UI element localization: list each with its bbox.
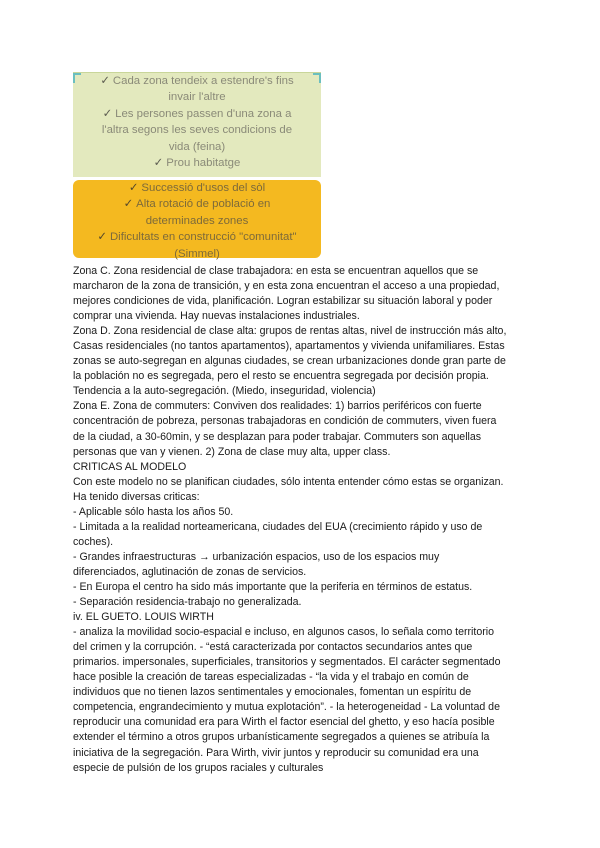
figure-line-text: Cada zona tendeix a estendre's fins: [112, 75, 294, 87]
text-line: - En Europa el centro ha sido más importante que la periferia en términos de estatus.: [73, 580, 473, 593]
text-line: comprar una vivienda. Hay nuevas instalaciones industriales.: [73, 310, 360, 323]
checkmark-icon: ✓: [123, 198, 134, 211]
summary-box-orange-lines: [79, 180, 315, 262]
figure-line: [79, 106, 315, 122]
text-line: extender el término a otros grupos urbanísticamente segregados a quienes se atribuía la: [73, 731, 490, 744]
text-line: mejores condiciones de vida, planificación. Logran estabilizar su situación laboral y poder: [73, 295, 493, 308]
text-line: Ha tenido diversas criticas:: [73, 490, 200, 503]
figure-line: [79, 73, 315, 89]
text-line: - Separación residencia-trabajo no generalizada.: [73, 596, 302, 609]
text-line: Tendencia a la auto-segregación. (Miedo, inseguridad, violencia): [73, 385, 376, 398]
text-line: individuos que no tienen lazos sentimentales y emocionales, fomentan un espíritu de: [73, 686, 472, 699]
figure-line: [79, 89, 315, 105]
text-line: Con este modelo no se planifican ciudades, sólo intenta entender cómo estas se organizan.: [73, 475, 504, 488]
text-line: concentración de pobreza, personas trabajadoras en condición de commuters, viven fuera: [73, 415, 497, 428]
text-line: zonas se auto-segregan en algunas ciudades, se crean urbanizaciones donde gran parte de: [73, 355, 506, 368]
text-line: - Aplicable sólo hasta los años 50.: [73, 505, 234, 518]
text-line: Zona E. Zona de commuters: Conviven dos realidades: 1) barrios periféricos con fuerte: [73, 400, 482, 413]
text-line: hace posible la creación de tareas especializadas - “la vida y el trabajo en común de: [73, 671, 469, 684]
figure-line-text: (Simmel): [174, 247, 220, 260]
figure-line-text: determinades zones: [145, 214, 249, 227]
text-line: marcharon de la zona de transición, y en esta zona encuentran el acceso a una propiedad,: [73, 280, 500, 293]
figure-line: [79, 246, 315, 262]
text-line: Zona D. Zona residencial de clase alta: grupos de rentas altas, nivel de instrucción más alto,: [73, 325, 507, 338]
figure-line-text: vida (feina): [168, 140, 226, 153]
text-line: - Grandes infraestructuras → urbanización espacios, uso de los espacios muy: [73, 550, 440, 563]
figure-line-text: Successió d'usos del sòl: [141, 182, 266, 194]
figure-line-text: l'altra segons les seves condicions de: [101, 124, 293, 137]
text-line: iv. EL GUETO. LOUIS WIRTH: [73, 611, 214, 624]
zone-summary-figure: [73, 72, 321, 258]
checkmark-icon: ✓: [153, 157, 164, 170]
text-line: - Limitada a la realidad norteamericana, ciudades del EUA (crecimiento rápido y uso de: [73, 520, 483, 533]
checkmark-icon: ✓: [102, 107, 113, 120]
text-line: primarios. impersonales, superficiales, transitorios y segmentados. El carácter segmentado: [73, 656, 501, 669]
figure-line: [79, 229, 315, 245]
figure-line-text: invair l'altre: [168, 91, 226, 104]
checkmark-icon: ✓: [97, 231, 107, 244]
figure-line: [79, 155, 315, 171]
checkmark-icon: ✓: [100, 75, 110, 87]
text-line: diferenciados, aglutinación de zonas de servicios.: [73, 565, 307, 578]
text-line: competencia, engrandecimiento y mutua explotación”. - la heterogeneidad - La voluntad de: [73, 701, 500, 714]
text-line: - analiza la movilidad socio-espacial e incluso, en algunos casos, lo señala como territorio: [73, 626, 495, 639]
figure-line: [79, 122, 315, 138]
summary-box-orange: [73, 180, 321, 258]
document-body: [73, 264, 533, 776]
summary-box-green-lines: [79, 73, 315, 171]
text-line: Zona C. Zona residencial de clase trabajadora: en esta se encuentran aquellos que se: [73, 265, 479, 277]
figure-line-text: Dificultats en construcció "comunitat": [109, 231, 297, 244]
figure-line-text: Prou habitatge: [166, 157, 241, 170]
figure-line: [79, 180, 315, 196]
text-line: del crimen y la corrupción. - “está caracterizada por contactos secundarios antes que: [73, 641, 473, 654]
text-line: coches).: [73, 535, 114, 548]
figure-line: [79, 139, 315, 155]
figure-line-text: Les persones passen d'una zona a: [115, 107, 292, 120]
text-line: CRITICAS AL MODELO: [73, 460, 187, 473]
figure-line-text: Alta rotació de població en: [136, 198, 271, 211]
text-line: reproducir una comunidad era para Wirth el factor esencial del ghetto, y eso hacía posible: [73, 716, 495, 729]
text-line: la población no es segregada, pero el resto se encuentra segregada por decisión propia.: [73, 370, 489, 383]
text-line: especie de pulsión de los grupos raciales y culturales: [73, 761, 324, 774]
text-line: Casas residenciales (no tantos apartamentos), apartamentos y vivienda unifamiliares. Estas: [73, 340, 505, 353]
text-line: iniciativa de la segregación. Para Wirth, vivir juntos y reproducir su comunidad era una: [73, 746, 479, 759]
text-line: personas que van y vienen. 2) Zona de clase muy alta, upper class.: [73, 445, 391, 458]
summary-box-green: [73, 72, 321, 177]
text-line: de la ciudad, a 30-60min, y se desplazan para poder trabajar. Commuters son aquellas: [73, 430, 482, 443]
figure-line: [79, 213, 315, 229]
figure-line: [79, 196, 315, 212]
checkmark-icon: ✓: [128, 182, 139, 194]
